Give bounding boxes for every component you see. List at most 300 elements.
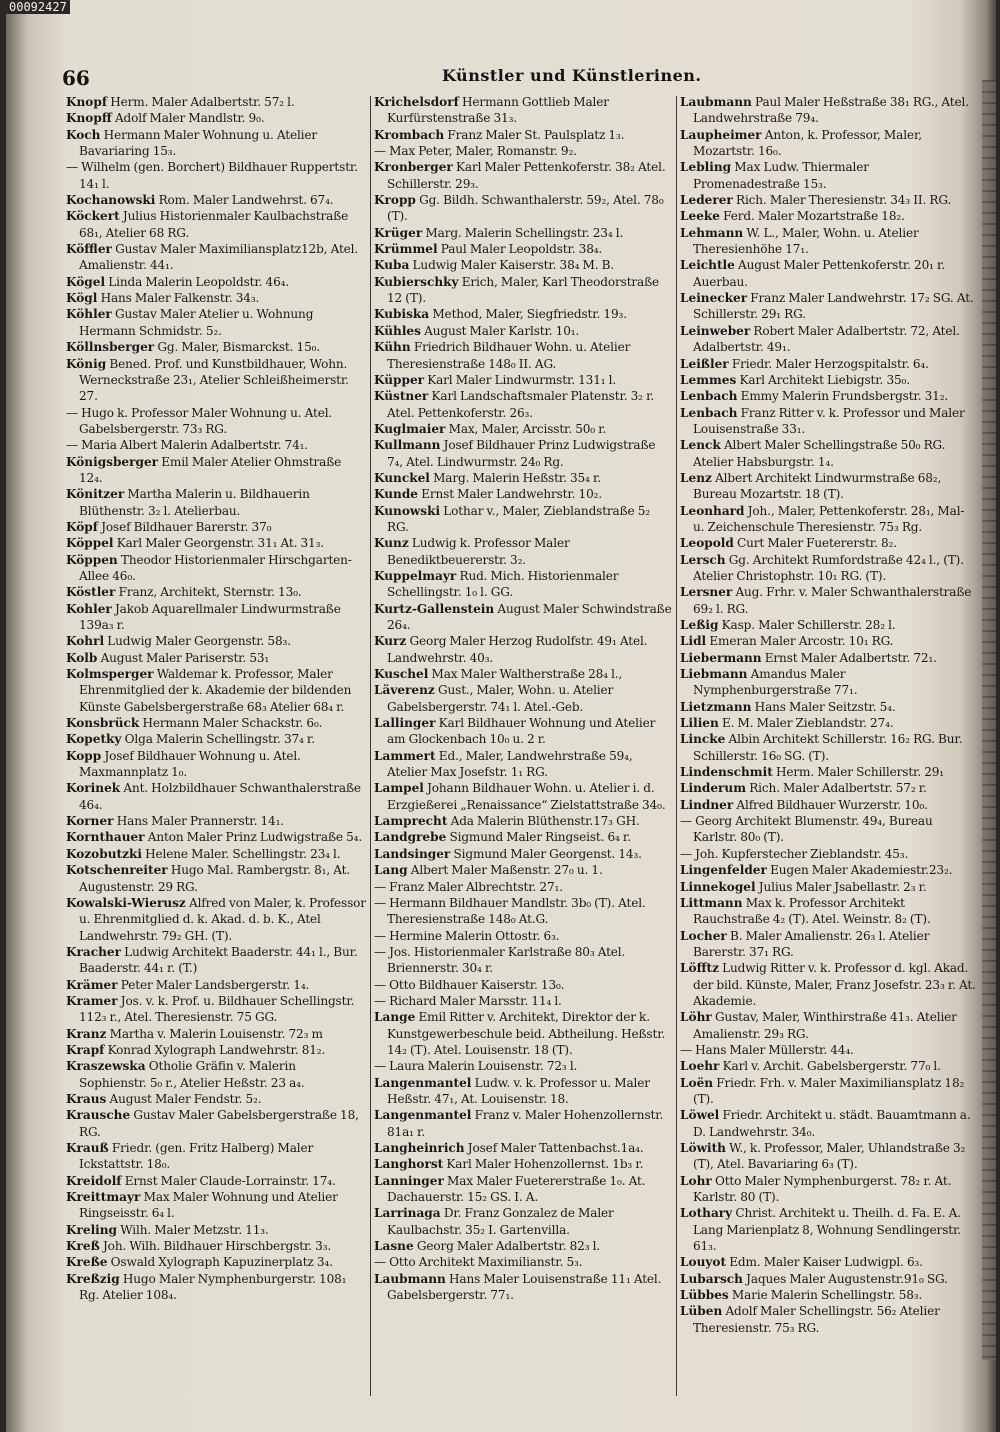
entry-details: — Otto Architekt Maximilianstr. 5₃. bbox=[374, 1255, 583, 1270]
entry-details: Method, Maler, Siegfriedstr. 19₃. bbox=[432, 307, 627, 322]
entry-surname: Köckert bbox=[66, 209, 120, 224]
entry-details: Friedr. Frh. v. Maler Maximiliansplatz 18₂ (T). bbox=[693, 1075, 965, 1106]
entry-surname: Lindner bbox=[680, 797, 734, 812]
entry-surname: Lasne bbox=[374, 1239, 414, 1254]
directory-entry bbox=[66, 944, 366, 977]
entry-details: August Maler Pettenkoferstr. 20₁ r. Auerbau. bbox=[693, 258, 946, 289]
entry-details: Adolf Maler Mandlstr. 9₀. bbox=[114, 111, 265, 126]
entry-surname: Küpper bbox=[374, 372, 425, 387]
entry-surname: Kögel bbox=[66, 274, 106, 289]
entry-surname: Kropp bbox=[374, 193, 416, 208]
entry-surname: Lang bbox=[374, 863, 408, 878]
entry-surname: Kuschel bbox=[374, 667, 429, 682]
directory-entry bbox=[66, 535, 366, 551]
entry-surname: Lenz bbox=[680, 470, 712, 485]
entry-details: — Hugo k. Professor Maler Wohnung u. Atel. Gabelsbergerstr. 73₃ RG. bbox=[66, 405, 333, 436]
entry-surname: Littmann bbox=[680, 895, 743, 910]
entry-details: Rom. Maler Landwehrst. 67₄. bbox=[158, 193, 334, 208]
entry-details: — Joh. Kupferstecher Zieblandstr. 45₃. bbox=[680, 846, 909, 861]
entry-surname: Lindenschmit bbox=[680, 765, 773, 780]
entry-surname: Kunowski bbox=[374, 503, 441, 518]
directory-entry bbox=[374, 895, 672, 928]
entry-details: Hans Maler Falkenstr. 34₃. bbox=[100, 291, 260, 306]
directory-entry bbox=[374, 159, 672, 192]
entry-surname: Laupheimer bbox=[680, 127, 762, 142]
entry-details: Karl Maler Pettenkoferstr. 38₂ Atel. Schillerstr. 29₃. bbox=[387, 160, 666, 191]
entry-surname: Lubarsch bbox=[680, 1271, 743, 1286]
entry-details: Hans Maler Seitzstr. 5₄. bbox=[754, 699, 896, 714]
directory-entry bbox=[66, 650, 366, 666]
directory-entry bbox=[374, 339, 672, 372]
entry-surname: Lietzmann bbox=[680, 699, 752, 714]
directory-entry bbox=[374, 1058, 672, 1074]
directory-entry bbox=[66, 552, 366, 585]
directory-entry bbox=[374, 323, 672, 339]
entry-surname: Küstner bbox=[374, 389, 429, 404]
directory-entry bbox=[66, 1026, 366, 1042]
directory-entry bbox=[66, 633, 366, 649]
entry-details: Eugen Maler Akademiestr.23₂. bbox=[770, 863, 953, 878]
entry-details: — Otto Bildhauer Kaiserstr. 13₀. bbox=[374, 977, 565, 992]
entry-surname: Krombach bbox=[374, 127, 445, 142]
entry-details: Gg. Maler, Bismarckst. 15₀. bbox=[157, 340, 321, 355]
entry-surname: Kowalski-Wierusz bbox=[66, 895, 186, 910]
entry-surname: Lederer bbox=[680, 193, 733, 208]
directory-entry bbox=[680, 813, 976, 846]
entry-surname: Konsbrück bbox=[66, 716, 140, 731]
directory-entry bbox=[374, 274, 672, 307]
directory-entry bbox=[374, 977, 672, 993]
entry-surname: Kuppelmayr bbox=[374, 568, 457, 583]
directory-entry bbox=[680, 1009, 976, 1042]
entry-details: Franz Ritter v. k. Professor und Maler Louisenstraße 33₁. bbox=[693, 405, 965, 436]
entry-details: Alfred Bildhauer Wurzerstr. 10₀. bbox=[736, 797, 928, 812]
entry-surname: Lemmes bbox=[680, 372, 737, 387]
entry-details: Friedr. Maler Herzogspitalstr. 6₄. bbox=[731, 356, 929, 371]
entry-surname: Krausche bbox=[66, 1108, 131, 1123]
directory-entry bbox=[680, 699, 976, 715]
directory-entry bbox=[680, 617, 976, 633]
entry-details: — Max Peter, Maler, Romanstr. 9₂. bbox=[374, 144, 577, 159]
directory-entry bbox=[66, 584, 366, 600]
entry-details: Christ. Architekt u. Theilh. d. Fa. E. A. Lang Marienplatz 8, Wohnung Sendlingerstr. 61₃. bbox=[693, 1206, 961, 1254]
entry-details: — Maria Albert Malerin Adalbertstr. 74₁. bbox=[66, 438, 309, 453]
entry-details: W. L., Maler, Wohn. u. Atelier Theresienhöhe 17₁. bbox=[693, 225, 919, 257]
entry-surname: Kögl bbox=[66, 291, 98, 306]
entry-details: Ludwig k. Professor Maler Benediktbeuererstr. 3₂. bbox=[387, 536, 570, 567]
directory-entry bbox=[66, 731, 366, 747]
entry-details: W., k. Professor, Maler, Uhlandstraße 3₂ (T), Atel. Bavariaring 6₃ (T). bbox=[693, 1141, 966, 1172]
entry-details: Max Maler Wohnung und Atelier Ringseisstr. 6₄ l. bbox=[79, 1190, 338, 1221]
entry-details: — Georg Architekt Blumenstr. 49₄, Bureau Karlstr. 80₀ (T). bbox=[680, 814, 933, 845]
entry-details: — Hermann Bildhauer Mandlstr. 3b₀ (T). Atel. Theresienstraße 148₀ At.G. bbox=[374, 895, 646, 927]
directory-entry bbox=[374, 601, 672, 634]
entry-surname: Köpf bbox=[66, 519, 98, 534]
entry-details: Franz Maler Landwehrstr. 17₂ SG. At. Schillerstr. 29₁ RG. bbox=[693, 291, 974, 322]
entry-surname: Langhorst bbox=[374, 1157, 444, 1172]
entry-details: Ludw. v. k. Professor u. Maler Heßstr. 47₁, At. Louisenstr. 18. bbox=[387, 1075, 650, 1106]
entry-surname: Koch bbox=[66, 127, 101, 142]
entry-surname: Krapf bbox=[66, 1042, 105, 1057]
entry-details: Emmy Malerin Frundsbergstr. 31₂. bbox=[740, 389, 949, 404]
entry-surname: Krümmel bbox=[374, 242, 438, 257]
entry-surname: Lenbach bbox=[680, 389, 738, 404]
entry-surname: Loën bbox=[680, 1075, 714, 1090]
entry-details: Ed., Maler, Landwehrstraße 59₄, Atelier Max Josefstr. 1₁ RG. bbox=[387, 748, 633, 780]
entry-details: Herm. Maler Adalbertstr. 57₂ l. bbox=[110, 95, 295, 109]
directory-entry bbox=[680, 650, 976, 666]
entry-surname: Krauß bbox=[66, 1141, 109, 1155]
entry-details: Marg. Malerin Heßstr. 35₄ r. bbox=[433, 470, 601, 485]
column-2 bbox=[374, 94, 672, 1404]
directory-entry bbox=[374, 1238, 672, 1254]
entry-surname: Könitzer bbox=[66, 487, 125, 502]
entry-surname: Lersner bbox=[680, 585, 733, 600]
directory-entry bbox=[66, 748, 366, 781]
entry-details: Paul Maler Leopoldstr. 38₄. bbox=[440, 242, 603, 257]
directory-entry bbox=[374, 1156, 672, 1172]
entry-details: Max Maler Waltherstraße 28₄ l., bbox=[431, 667, 623, 682]
entry-details: Herm. Maler Schillerstr. 29₁ bbox=[775, 765, 945, 780]
directory-entry bbox=[66, 208, 366, 241]
entry-details: August Maler Fendstr. 5₂. bbox=[109, 1091, 262, 1106]
entry-details: Lothar v., Maler, Zieblandstraße 5₂ RG. bbox=[387, 503, 650, 534]
entry-surname: Loehr bbox=[680, 1059, 720, 1074]
directory-entry bbox=[374, 1254, 672, 1270]
entry-surname: Leinecker bbox=[680, 291, 748, 306]
directory-entry bbox=[66, 519, 366, 535]
entry-surname: Kurz bbox=[374, 634, 407, 649]
directory-entry bbox=[66, 486, 366, 519]
entry-details: Waldemar k. Professor, Maler Ehrenmitglied der k. Akademie der bildenden Künste Gabelsbergerstraße 68₃ Atelier 68₄ r. bbox=[79, 667, 352, 714]
directory-entry bbox=[680, 1271, 976, 1287]
entry-details: Josef Bildhauer Prinz Ludwigstraße 7₄, Atel. Lindwurmstr. 24₀ Rg. bbox=[387, 438, 656, 469]
entry-surname: Locher bbox=[680, 928, 727, 943]
entry-surname: Leißler bbox=[680, 356, 729, 371]
entry-surname: Lingenfelder bbox=[680, 863, 767, 878]
directory-entry bbox=[66, 1058, 366, 1091]
entry-details: Otholie Gräfin v. Malerin Sophienstr. 5₀ r., Atelier Heßstr. 23 a₄. bbox=[79, 1059, 305, 1090]
directory-entry bbox=[374, 1173, 672, 1206]
entry-details: Ernst Maler Adalbertstr. 72₁. bbox=[764, 650, 937, 665]
entry-surname: Laubmann bbox=[680, 95, 752, 109]
entry-details: Theodor Historienmaler Hirschgarten-Allee 46₀. bbox=[79, 552, 352, 583]
entry-surname: Leeke bbox=[680, 209, 720, 224]
entry-details: Max k. Professor Architekt Rauchstraße 4₂ (T). Atel. Weinstr. 8₂ (T). bbox=[693, 895, 931, 927]
entry-details: August Maler Schwindstraße 26₄. bbox=[387, 601, 672, 632]
directory-entry bbox=[680, 928, 976, 961]
entry-details: Linda Malerin Leopoldstr. 46₄. bbox=[108, 274, 290, 289]
entry-surname: Lenck bbox=[680, 438, 721, 453]
directory-entry bbox=[374, 682, 672, 715]
entry-details: Karl Bildhauer Wohnung und Atelier am Glockenbach 10₀ u. 2 r. bbox=[387, 716, 656, 747]
entry-surname: Lüben bbox=[680, 1304, 723, 1319]
directory-entry bbox=[66, 977, 366, 993]
entry-surname: Köhler bbox=[66, 307, 112, 322]
entry-details: Kasp. Maler Schillerstr. 28₂ l. bbox=[721, 618, 896, 632]
directory-entry bbox=[680, 290, 976, 323]
directory-entry bbox=[374, 486, 672, 502]
entry-details: Hermann Maler Wohnung u. Atelier Bavariaring 15₃. bbox=[79, 127, 318, 159]
entry-details: Ludwig Ritter v. k. Professor d. kgl. Akad. der bild. Künste, Maler, Franz Josefstr. 23₃ r. At. Akademie. bbox=[693, 961, 976, 1008]
directory-entry bbox=[374, 535, 672, 568]
directory-entry bbox=[66, 306, 366, 339]
entry-details: Josef Maler Tattenbachst.1a₄. bbox=[467, 1141, 644, 1155]
directory-entry bbox=[680, 94, 976, 127]
entry-surname: Lenbach bbox=[680, 405, 738, 420]
directory-entry bbox=[680, 780, 976, 796]
directory-entry bbox=[66, 437, 366, 453]
directory-entry bbox=[680, 1287, 976, 1303]
directory-entry bbox=[680, 159, 976, 192]
directory-entry bbox=[66, 895, 366, 944]
entry-details: Albert Maler Schellingstraße 50₀ RG. Atelier Habsburgstr. 1₄. bbox=[693, 438, 946, 469]
directory-entry bbox=[680, 846, 976, 862]
entry-surname: Leonhard bbox=[680, 503, 745, 518]
entry-surname: Kurtz-Gallenstein bbox=[374, 601, 495, 616]
entry-surname: Korner bbox=[66, 814, 114, 829]
entry-details: Joh. Wilh. Bildhauer Hirschbergstr. 3₃. bbox=[102, 1239, 332, 1254]
entry-surname: Lallinger bbox=[374, 716, 436, 731]
directory-entry bbox=[374, 503, 672, 536]
entry-surname: Lilien bbox=[680, 716, 719, 731]
directory-entry bbox=[66, 601, 366, 634]
entry-details: Ernst Maler Landwehrstr. 10₂. bbox=[421, 487, 603, 502]
directory-entry bbox=[374, 225, 672, 241]
entry-details: Otto Maler Nymphenburgerst. 78₂ r. At. Karlstr. 80 (T). bbox=[693, 1173, 952, 1205]
directory-entry bbox=[66, 993, 366, 1026]
directory-entry bbox=[374, 862, 672, 878]
entry-details: Ferd. Maler Mozartstraße 18₂. bbox=[723, 209, 905, 224]
directory-entry bbox=[66, 780, 366, 813]
entry-details: Sigmund Maler Georgenst. 14₃. bbox=[453, 846, 642, 861]
entry-surname: Knopff bbox=[66, 111, 112, 126]
directory-entry bbox=[66, 110, 366, 126]
entry-surname: Leinweber bbox=[680, 323, 751, 338]
entry-details: Gustav Maler Atelier u. Wohnung Hermann Schmidstr. 5₂. bbox=[79, 307, 314, 338]
entry-details: Albin Architekt Schillerstr. 16₂ RG. Bur. Schillerstr. 16₀ SG. (T). bbox=[693, 732, 963, 763]
directory-entry bbox=[66, 1042, 366, 1058]
entry-surname: Lange bbox=[374, 1010, 416, 1025]
directory-entry bbox=[680, 1058, 976, 1074]
directory-entry bbox=[374, 715, 672, 748]
directory-entry bbox=[66, 1140, 366, 1173]
directory-entry bbox=[374, 1075, 672, 1108]
entry-details: Jos. v. k. Prof. u. Bildhauer Schellingstr. 112₃ r., Atel. Theresienstr. 75 GG. bbox=[79, 993, 355, 1025]
entry-surname: Kotschenreiter bbox=[66, 863, 168, 878]
entry-surname: Kozobutzki bbox=[66, 846, 142, 861]
directory-entry bbox=[680, 715, 976, 731]
directory-entry bbox=[66, 1271, 366, 1304]
entry-surname: Lidl bbox=[680, 634, 707, 649]
directory-entry bbox=[680, 797, 976, 813]
entry-details: Ada Malerin Blüthenstr.17₃ GH. bbox=[450, 814, 640, 829]
entry-details: Gustav Maler Gabelsbergerstraße 18, RG. bbox=[79, 1108, 359, 1139]
entry-surname: Leßig bbox=[680, 618, 719, 632]
entry-details: Bened. Prof. und Kunstbildhauer, Wohn. Werneckstraße 23₁, Atelier Schleißheimerstr. 27. bbox=[79, 356, 349, 404]
directory-entry bbox=[374, 1107, 672, 1140]
directory-entry bbox=[374, 780, 672, 813]
entry-details: Gustav Maler Maximiliansplatz12b, Atel. Amalienstr. 44₁. bbox=[79, 242, 359, 273]
entry-details: Sigmund Maler Ringseist. 6₄ r. bbox=[449, 830, 631, 845]
entry-details: Max Maler Fuetererstraße 1₀. At. Dachauerstr. 15₂ GS. I. A. bbox=[387, 1173, 646, 1205]
entry-details: Hermann Gottlieb Maler Kurfürstenstraße 31₃. bbox=[387, 95, 609, 126]
entry-surname: Kubierschky bbox=[374, 274, 459, 289]
entry-details: — Jos. Historienmaler Karlstraße 80₃ Atel. Briennerstr. 30₄ r. bbox=[374, 944, 626, 976]
entry-surname: Kuglmaier bbox=[374, 421, 446, 436]
entry-surname: Königsberger bbox=[66, 454, 159, 469]
entry-details: — Hans Maler Müllerstr. 44₄. bbox=[680, 1042, 854, 1057]
directory-entry bbox=[680, 372, 976, 388]
directory-entry bbox=[66, 1107, 366, 1140]
entry-details: Friedrich Bildhauer Wohn. u. Atelier Theresienstraße 148₀ II. AG. bbox=[387, 340, 631, 371]
entry-surname: Kramer bbox=[66, 993, 118, 1008]
entry-details: Julius Maler Jsabellastr. 2₃ r. bbox=[758, 879, 927, 894]
entry-surname: Kranz bbox=[66, 1026, 107, 1041]
entry-details: Georg Maler Herzog Rudolfstr. 49₁ Atel. Landwehrstr. 40₃. bbox=[387, 634, 648, 665]
entry-surname: Landgrebe bbox=[374, 830, 447, 845]
directory-entry bbox=[66, 1173, 366, 1189]
directory-entry bbox=[374, 1271, 672, 1304]
entry-surname: Landsinger bbox=[374, 846, 451, 861]
entry-details: Adolf Maler Schellingstr. 56₂ Atelier Theresienstr. 75₃ RG. bbox=[693, 1304, 940, 1335]
directory-entry bbox=[66, 829, 366, 845]
directory-entry bbox=[680, 405, 976, 438]
entry-surname: Liebmann bbox=[680, 667, 748, 682]
entry-surname: Köffler bbox=[66, 242, 112, 257]
entry-details: Curt Maler Fuetererstr. 8₂. bbox=[737, 536, 897, 551]
entry-details: Gg. Bildh. Schwanthalerstr. 59₂, Atel. 78₀ (T). bbox=[387, 193, 664, 224]
entry-surname: Leichtle bbox=[680, 258, 735, 273]
directory-entry bbox=[66, 715, 366, 731]
directory-entry bbox=[680, 895, 976, 928]
entry-details: Franz, Architekt, Sternstr. 13₀. bbox=[118, 585, 302, 600]
entry-details: Anton, k. Professor, Maler, Mozartstr. 16₀. bbox=[693, 127, 922, 159]
directory-entry bbox=[374, 568, 672, 601]
entry-surname: Kraus bbox=[66, 1091, 107, 1106]
directory-entry bbox=[374, 633, 672, 666]
entry-details: Joh., Maler, Pettenkoferstr. 28₁, Mal- u. Zeichenschule Theresienstr. 75₃ Rg. bbox=[693, 503, 965, 534]
entry-details: Ludwig Maler Kaiserstr. 38₄ M. B. bbox=[412, 258, 615, 273]
entry-details: Martha v. Malerin Louisenstr. 72₃ m bbox=[109, 1026, 323, 1041]
directory-entry bbox=[374, 143, 672, 159]
entry-details: Robert Maler Adalbertstr. 72, Atel. Adalbertstr. 49₁. bbox=[693, 323, 960, 355]
directory-entry bbox=[66, 339, 366, 355]
entry-surname: Kreling bbox=[66, 1222, 118, 1237]
entry-surname: Liebermann bbox=[680, 650, 762, 665]
entry-surname: Larrinaga bbox=[374, 1206, 441, 1221]
entry-surname: Kronberger bbox=[374, 160, 453, 175]
entry-surname: Kreße bbox=[66, 1255, 108, 1270]
entry-details: Ernst Maler Claude-Lorrainstr. 17₄. bbox=[124, 1173, 336, 1188]
directory-entry bbox=[66, 274, 366, 290]
entry-surname: Kochanowski bbox=[66, 193, 156, 208]
directory-entry bbox=[374, 1140, 672, 1156]
entry-surname: Lübbes bbox=[680, 1288, 729, 1303]
column-3 bbox=[680, 94, 976, 1404]
directory-entry bbox=[66, 1189, 366, 1222]
entry-details: Karl Maler Georgenstr. 31₁ At. 31₃. bbox=[116, 536, 324, 551]
entry-details: Hans Maler Louisenstraße 11₁ Atel. Gabelsbergerstr. 77₁. bbox=[387, 1271, 662, 1303]
page-edge bbox=[982, 80, 996, 1360]
entry-details: Jakob Aquarellmaler Lindwurmstraße 139a₃ r. bbox=[79, 601, 341, 632]
directory-entry bbox=[66, 94, 366, 110]
directory-entry bbox=[66, 454, 366, 487]
entry-details: Franz v. Maler Hohenzollernstr. 81a₁ r. bbox=[387, 1108, 664, 1139]
entry-surname: Kohrl bbox=[66, 634, 105, 649]
directory-entry bbox=[374, 306, 672, 322]
directory-entry bbox=[374, 470, 672, 486]
entry-details: Karl Maler Lindwurmstr. 131₁ l. bbox=[427, 372, 617, 387]
directory-entry bbox=[680, 192, 976, 208]
entry-surname: Lersch bbox=[680, 552, 726, 567]
directory-entry bbox=[66, 1091, 366, 1107]
directory-entry bbox=[374, 241, 672, 257]
entry-details: Aug. Frhr. v. Maler Schwanthalerstraße 69₂ l. RG. bbox=[693, 585, 972, 616]
entry-details: Julius Historienmaler Kaulbachstraße 68₁, Atelier 68 RG. bbox=[79, 209, 349, 240]
directory-entry bbox=[66, 356, 366, 405]
entry-details: Georg Maler Adalbertstr. 82₃ l. bbox=[416, 1239, 600, 1254]
entry-surname: Laubmann bbox=[374, 1271, 446, 1286]
directory-entry bbox=[680, 127, 976, 160]
entry-surname: Kolb bbox=[66, 650, 98, 665]
directory-entry bbox=[680, 257, 976, 290]
entry-surname: Kühn bbox=[374, 340, 411, 355]
directory-entry bbox=[66, 1254, 366, 1270]
book-page bbox=[6, 0, 996, 1432]
directory-entry bbox=[680, 535, 976, 551]
directory-entry bbox=[66, 1238, 366, 1254]
directory-entry bbox=[680, 1205, 976, 1254]
directory-entry bbox=[374, 829, 672, 845]
directory-entry bbox=[680, 666, 976, 699]
directory-entry bbox=[66, 241, 366, 274]
entry-details: E. M. Maler Zieblandstr. 27₄. bbox=[721, 716, 894, 731]
entry-details: Helene Maler. Schellingstr. 23₄ l. bbox=[145, 846, 341, 861]
entry-details: Marg. Malerin Schellingstr. 23₄ l. bbox=[425, 225, 624, 240]
entry-details: Hermann Maler Schackstr. 6₀. bbox=[142, 716, 323, 731]
column-rule bbox=[370, 96, 371, 1396]
directory-entry bbox=[374, 421, 672, 437]
entry-details: — Richard Maler Marsstr. 11₄ l. bbox=[374, 993, 562, 1008]
entry-surname: Kreß bbox=[66, 1239, 100, 1254]
entry-details: — Hermine Malerin Ottostr. 6₃. bbox=[374, 928, 560, 943]
directory-entry bbox=[374, 372, 672, 388]
directory-entry bbox=[374, 879, 672, 895]
directory-entry bbox=[680, 960, 976, 1009]
entry-surname: Krüger bbox=[374, 225, 423, 240]
directory-entry bbox=[66, 192, 366, 208]
directory-entry bbox=[66, 813, 366, 829]
directory-entry bbox=[66, 290, 366, 306]
directory-entry bbox=[66, 159, 366, 192]
entry-surname: Krämer bbox=[66, 977, 118, 992]
directory-entry bbox=[680, 225, 976, 258]
entry-details: Karl Maler Hohenzollernst. 1b₃ r. bbox=[446, 1157, 644, 1172]
entry-surname: Kolmsperger bbox=[66, 667, 154, 682]
entry-surname: Lamprecht bbox=[374, 814, 448, 829]
entry-details: Max, Maler, Arcisstr. 50₀ r. bbox=[448, 421, 607, 436]
entry-details: Albert Architekt Lindwurmstraße 68₂, Bureau Mozartstr. 18 (T). bbox=[693, 470, 942, 502]
entry-details: Jaques Maler Augustenstr.91₀ SG. bbox=[746, 1271, 948, 1286]
entry-surname: Lehmann bbox=[680, 225, 744, 240]
entry-details: Friedr. (gen. Fritz Halberg) Maler Ickstattstr. 18₀. bbox=[79, 1141, 314, 1172]
directory-entry bbox=[680, 1107, 976, 1140]
entry-surname: Kullmann bbox=[374, 438, 441, 453]
directory-entry bbox=[66, 666, 366, 715]
entry-surname: König bbox=[66, 356, 107, 371]
entry-surname: Löhr bbox=[680, 1010, 712, 1025]
